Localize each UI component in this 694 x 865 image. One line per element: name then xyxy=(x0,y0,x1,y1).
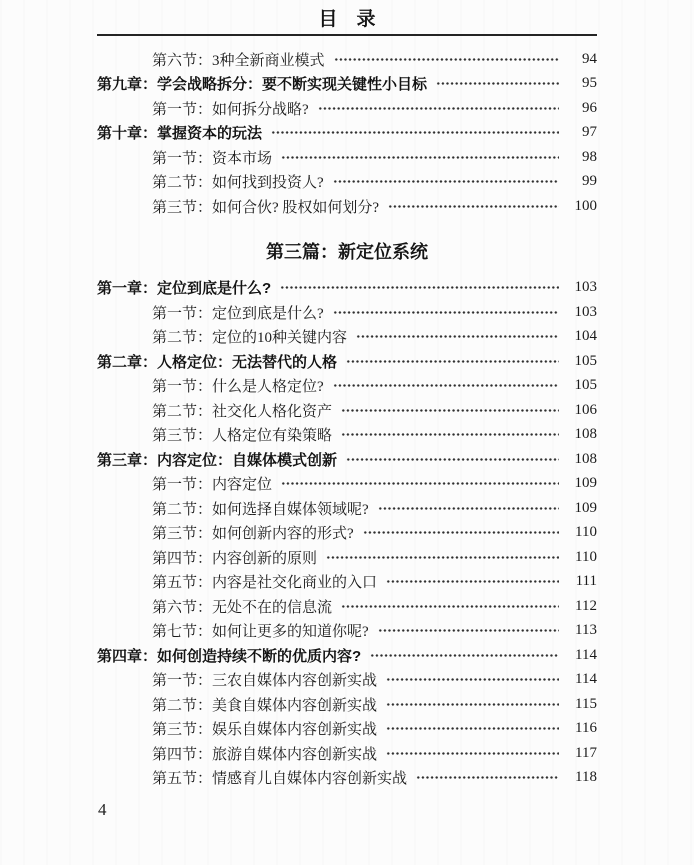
header-rule xyxy=(97,34,597,36)
toc-entry-section xyxy=(97,300,597,325)
toc-entry-page: 109 xyxy=(574,475,597,492)
dot-leader xyxy=(388,199,559,214)
toc-entry-section xyxy=(97,145,597,170)
toc-entry-page: 98 xyxy=(582,148,597,165)
dot-leader xyxy=(333,378,559,393)
toc-entry-page: 108 xyxy=(574,450,597,467)
toc-entry-page: 105 xyxy=(574,352,597,369)
dot-leader xyxy=(356,329,559,344)
dot-leader xyxy=(281,150,559,165)
toc-entry-page: 117 xyxy=(575,744,597,761)
dot-leader xyxy=(346,354,559,369)
toc-entry-chapter xyxy=(97,349,597,374)
toc-entry-chapter xyxy=(97,121,597,146)
toc-entry-page: 105 xyxy=(574,377,597,394)
toc-entry-page: 111 xyxy=(575,573,597,590)
toc-entry-page: 95 xyxy=(582,75,597,92)
toc-entry-page: 94 xyxy=(582,50,597,67)
toc-entry-label: 第三章：内容定位：自媒体模式创新 xyxy=(97,451,338,469)
toc-entry-label: 第一节：定位到底是什么? xyxy=(152,305,324,322)
toc-entry-chapter xyxy=(97,72,597,97)
toc-entry-label: 第三节：娱乐自媒体内容创新实战 xyxy=(152,722,378,739)
dot-leader xyxy=(341,403,559,418)
toc-entry-page: 116 xyxy=(575,720,597,737)
dot-leader xyxy=(386,672,559,687)
dot-leader xyxy=(341,599,559,614)
toc-entry-label: 第二节：美食自媒体内容创新实战 xyxy=(152,697,378,714)
toc-entry-label: 第五节：内容是社交化商业的入口 xyxy=(152,575,378,592)
toc-entry-label: 第九章：学会战略拆分：要不断实现关键性小目标 xyxy=(97,76,428,94)
dot-leader xyxy=(386,574,559,589)
toc-entry-page: 99 xyxy=(582,173,597,190)
toc-entry-page: 106 xyxy=(574,401,597,418)
toc-entry-section xyxy=(97,325,597,350)
toc-entry-section xyxy=(97,594,597,619)
toc-entry-page: 118 xyxy=(575,769,597,786)
toc-entry-page: 103 xyxy=(574,303,597,320)
toc-entries-bottom xyxy=(97,276,597,791)
toc-entry-label: 第十章：掌握资本的玩法 xyxy=(97,125,263,143)
toc-entry-label: 第四节：旅游自媒体内容创新实战 xyxy=(152,746,378,763)
dot-leader xyxy=(271,125,559,140)
toc-entry-chapter xyxy=(97,276,597,301)
toc-entry-section xyxy=(97,194,597,219)
toc-entry-section xyxy=(97,398,597,423)
toc-entry-section xyxy=(97,692,597,717)
toc-entry-page: 103 xyxy=(574,279,597,296)
toc-entry-page: 109 xyxy=(574,499,597,516)
toc-entry-page: 112 xyxy=(575,597,597,614)
dot-leader xyxy=(386,697,559,712)
toc-entry-label: 第一节：内容定位 xyxy=(152,477,273,494)
toc-entries-top xyxy=(97,47,597,219)
toc-entry-page: 100 xyxy=(574,197,597,214)
toc-body xyxy=(97,47,597,790)
dot-leader xyxy=(333,174,559,189)
toc-entry-section xyxy=(97,521,597,546)
toc-entry-chapter xyxy=(97,447,597,472)
toc-entry-section xyxy=(97,96,597,121)
toc-entry-label: 第一节：资本市场 xyxy=(152,150,273,167)
page-number: 4 xyxy=(98,800,107,819)
toc-entry-chapter xyxy=(97,643,597,668)
toc-header xyxy=(0,0,694,36)
toc-entry-page: 114 xyxy=(575,671,597,688)
toc-entry-section xyxy=(97,717,597,742)
dot-leader xyxy=(386,721,559,736)
toc-entry-label: 第三节：人格定位有染策略 xyxy=(152,428,333,445)
toc-entry-label: 第六节：无处不在的信息流 xyxy=(152,599,333,616)
toc-entry-section xyxy=(97,496,597,521)
dot-leader xyxy=(386,746,559,761)
toc-entry-page: 110 xyxy=(575,548,597,565)
toc-entry-section xyxy=(97,741,597,766)
dot-leader xyxy=(280,280,559,295)
part-title: 第三篇：新定位系统 xyxy=(266,241,428,262)
toc-entry-label: 第六节：3种全新商业模式 xyxy=(152,52,325,69)
toc-entry-section xyxy=(97,374,597,399)
dot-leader xyxy=(416,770,559,785)
toc-entry-section xyxy=(97,472,597,497)
dot-leader xyxy=(341,427,559,442)
toc-entry-label: 第二节：社交化人格化资产 xyxy=(152,403,333,420)
toc-entry-label: 第二章：人格定位：无法替代的人格 xyxy=(97,353,338,371)
toc-entry-label: 第一章：定位到底是什么? xyxy=(97,280,272,298)
toc-entry-section xyxy=(97,619,597,644)
toc-entry-label: 第一节：三农自媒体内容创新实战 xyxy=(152,673,378,690)
dot-leader xyxy=(281,476,559,491)
dot-leader xyxy=(436,76,559,91)
dot-leader xyxy=(370,648,559,663)
toc-entry-section xyxy=(97,570,597,595)
toc-entry-page: 104 xyxy=(574,328,597,345)
toc-entry-page: 108 xyxy=(574,426,597,443)
toc-entry-page: 96 xyxy=(582,99,597,116)
dot-leader xyxy=(333,305,559,320)
dot-leader xyxy=(318,101,559,116)
toc-entry-label: 第一节：如何拆分战略? xyxy=(152,101,309,118)
dot-leader xyxy=(363,525,559,540)
toc-entry-label: 第二节：如何选择自媒体领域呢? xyxy=(152,501,369,518)
dot-leader xyxy=(326,550,559,565)
toc-entry-label: 第二节：如何找到投资人? xyxy=(152,175,324,192)
toc-entry-page: 113 xyxy=(575,622,597,639)
toc-entry-section xyxy=(97,47,597,72)
toc-entry-page: 97 xyxy=(582,124,597,141)
dot-leader xyxy=(334,52,559,67)
toc-entry-label: 第七节：如何让更多的知道你呢? xyxy=(152,624,369,641)
toc-entry-label: 第二节：定位的10种关键内容 xyxy=(152,330,348,347)
toc-entry-section xyxy=(97,170,597,195)
toc-entry-section xyxy=(97,668,597,693)
toc-entry-label: 第五节：情感育儿自媒体内容创新实战 xyxy=(152,771,408,788)
toc-entry-section xyxy=(97,545,597,570)
toc-entry-page: 114 xyxy=(575,646,597,663)
dot-leader xyxy=(378,501,559,516)
dot-leader xyxy=(378,623,559,638)
toc-entry-section xyxy=(97,766,597,791)
toc-entry-section xyxy=(97,423,597,448)
toc-entry-page: 115 xyxy=(575,695,597,712)
page-title: 目 录 xyxy=(318,9,376,30)
toc-entry-label: 第一节：什么是人格定位? xyxy=(152,379,324,396)
dot-leader xyxy=(346,452,559,467)
toc-entry-label: 第三节：如何创新内容的形式? xyxy=(152,526,354,543)
toc-entry-page: 110 xyxy=(575,524,597,541)
toc-entry-label: 第四章：如何创造持续不断的优质内容? xyxy=(97,647,362,665)
toc-entry-label: 第四节：内容创新的原则 xyxy=(152,550,318,567)
toc-entry-label: 第三节：如何合伙? 股权如何划分? xyxy=(152,199,380,216)
